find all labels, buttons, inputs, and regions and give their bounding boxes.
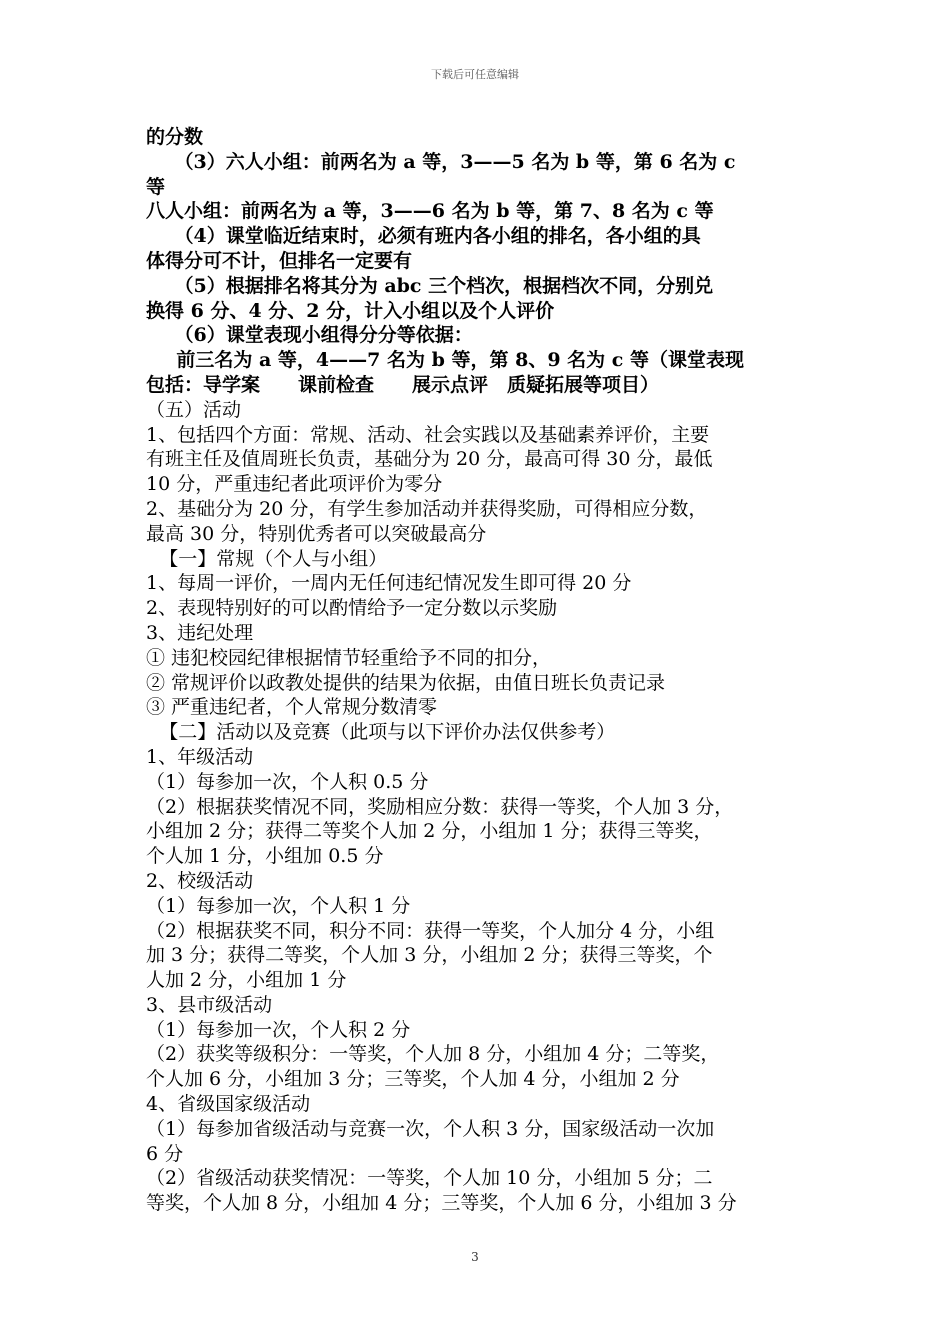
text-line: 加 3 分；获得二等奖，个人加 3 分，小组加 2 分；获得三等奖，个 [146, 944, 713, 967]
text-line: （2）根据获奖情况不同，奖励相应分数：获得一等奖，个人加 3 分， [146, 795, 734, 818]
text-line: （2）根据获奖不同，积分不同：获得一等奖，个人加分 4 分，小组 [146, 919, 715, 942]
text-line: 2、表现特别好的可以酌情给予一定分数以示奖励 [146, 597, 558, 620]
text-line: （5）根据排名将其分为 abc 三个档次，根据档次不同，分别兑 [174, 274, 714, 297]
text-line: 的分数 [146, 126, 204, 148]
text-line: 八人小组：前两名为 a 等，3——6 名为 b 等，第 7、8 名为 c 等 [146, 200, 714, 223]
text-line: 1、每周一评价，一周内无任何违纪情况发生即可得 20 分 [146, 572, 632, 595]
text-line: 体得分可不计，但排名一定要有 [146, 249, 413, 272]
text-line: 个人加 6 分，小组加 3 分；三等奖，个人加 4 分，小组加 2 分 [146, 1068, 680, 1091]
text-line: 【一】常规（个人与小组） [159, 547, 388, 570]
text-line: 6 分 [146, 1142, 184, 1165]
text-line: 包括：导学案 课前检查 展示点评 质疑拓展等项目） [146, 373, 660, 396]
text-line: （1）每参加一次，个人积 2 分 [146, 1018, 411, 1041]
text-line: 3、违纪处理 [146, 621, 254, 644]
document-body [146, 125, 818, 1216]
page-header: 下载后可任意编辑 [431, 68, 519, 81]
text-line: ② 常规评价以政教处提供的结果为依据，由值日班长负责记录 [146, 671, 666, 694]
text-line: 等奖，个人加 8 分，小组加 4 分；三等奖，个人加 6 分，小组加 3 分 [146, 1192, 737, 1215]
text-line: 有班主任及值周班长负责，基础分为 20 分，最高可得 30 分，最低 [146, 448, 713, 471]
text-line: 【二】活动以及竞赛（此项与以下评价办法仅供参考） [159, 721, 616, 744]
text-line: （6）课堂表现小组得分分等依据： [174, 324, 473, 347]
text-line: （4）课堂临近结束时，必须有班内各小组的排名，各小组的具 [174, 225, 701, 248]
text-line: ① 违犯校园纪律根据情节轻重给予不同的扣分， [146, 646, 552, 669]
text-line: 4、省级国家级活动 [146, 1093, 311, 1116]
text-line: 最高 30 分，特别优秀者可以突破最高分 [146, 522, 487, 545]
text-line: 换得 6 分、4 分、2 分，计入小组以及个人评价 [146, 299, 555, 322]
text-line: （2）获奖等级积分：一等奖，个人加 8 分，小组加 4 分；二等奖， [146, 1043, 720, 1066]
text-line: 1、包括四个方面：常规、活动、社会实践以及基础素养评价，主要 [146, 423, 710, 446]
text-line: 2、基础分为 20 分，有学生参加活动并获得奖励，可得相应分数， [146, 497, 708, 520]
text-line: （3）六人小组：前两名为 a 等，3——5 名为 b 等，第 6 名为 c [174, 150, 736, 173]
text-line: 3、县市级活动 [146, 993, 273, 1016]
text-line: （2）省级活动获奖情况：一等奖，个人加 10 分，小组加 5 分；二 [146, 1167, 713, 1190]
text-line: 小组加 2 分；获得二等奖个人加 2 分，小组加 1 分；获得三等奖， [146, 820, 713, 843]
text-line: （五）活动 [146, 398, 242, 421]
text-line: （1）每参加省级活动与竞赛一次，个人积 3 分，国家级活动一次加 [146, 1117, 715, 1140]
text-line: 个人加 1 分，小组加 0.5 分 [146, 845, 384, 868]
text-line: ③ 严重违纪者，个人常规分数清零 [146, 696, 438, 719]
text-line: 2、校级活动 [146, 869, 254, 892]
page-number: 3 [471, 1250, 479, 1264]
text-line: 前三名为 a 等，4——7 名为 b 等，第 8、9 名为 c 等（课堂表现 [176, 349, 744, 372]
text-line: 等 [146, 175, 166, 198]
text-line: 10 分，严重违纪者此项评价为零分 [146, 473, 443, 496]
text-line: 人加 2 分，小组加 1 分 [146, 969, 347, 992]
text-line: （1）每参加一次，个人积 0.5 分 [146, 770, 429, 793]
text-line: （1）每参加一次，个人积 1 分 [146, 894, 411, 917]
text-line: 1、年级活动 [146, 745, 254, 768]
